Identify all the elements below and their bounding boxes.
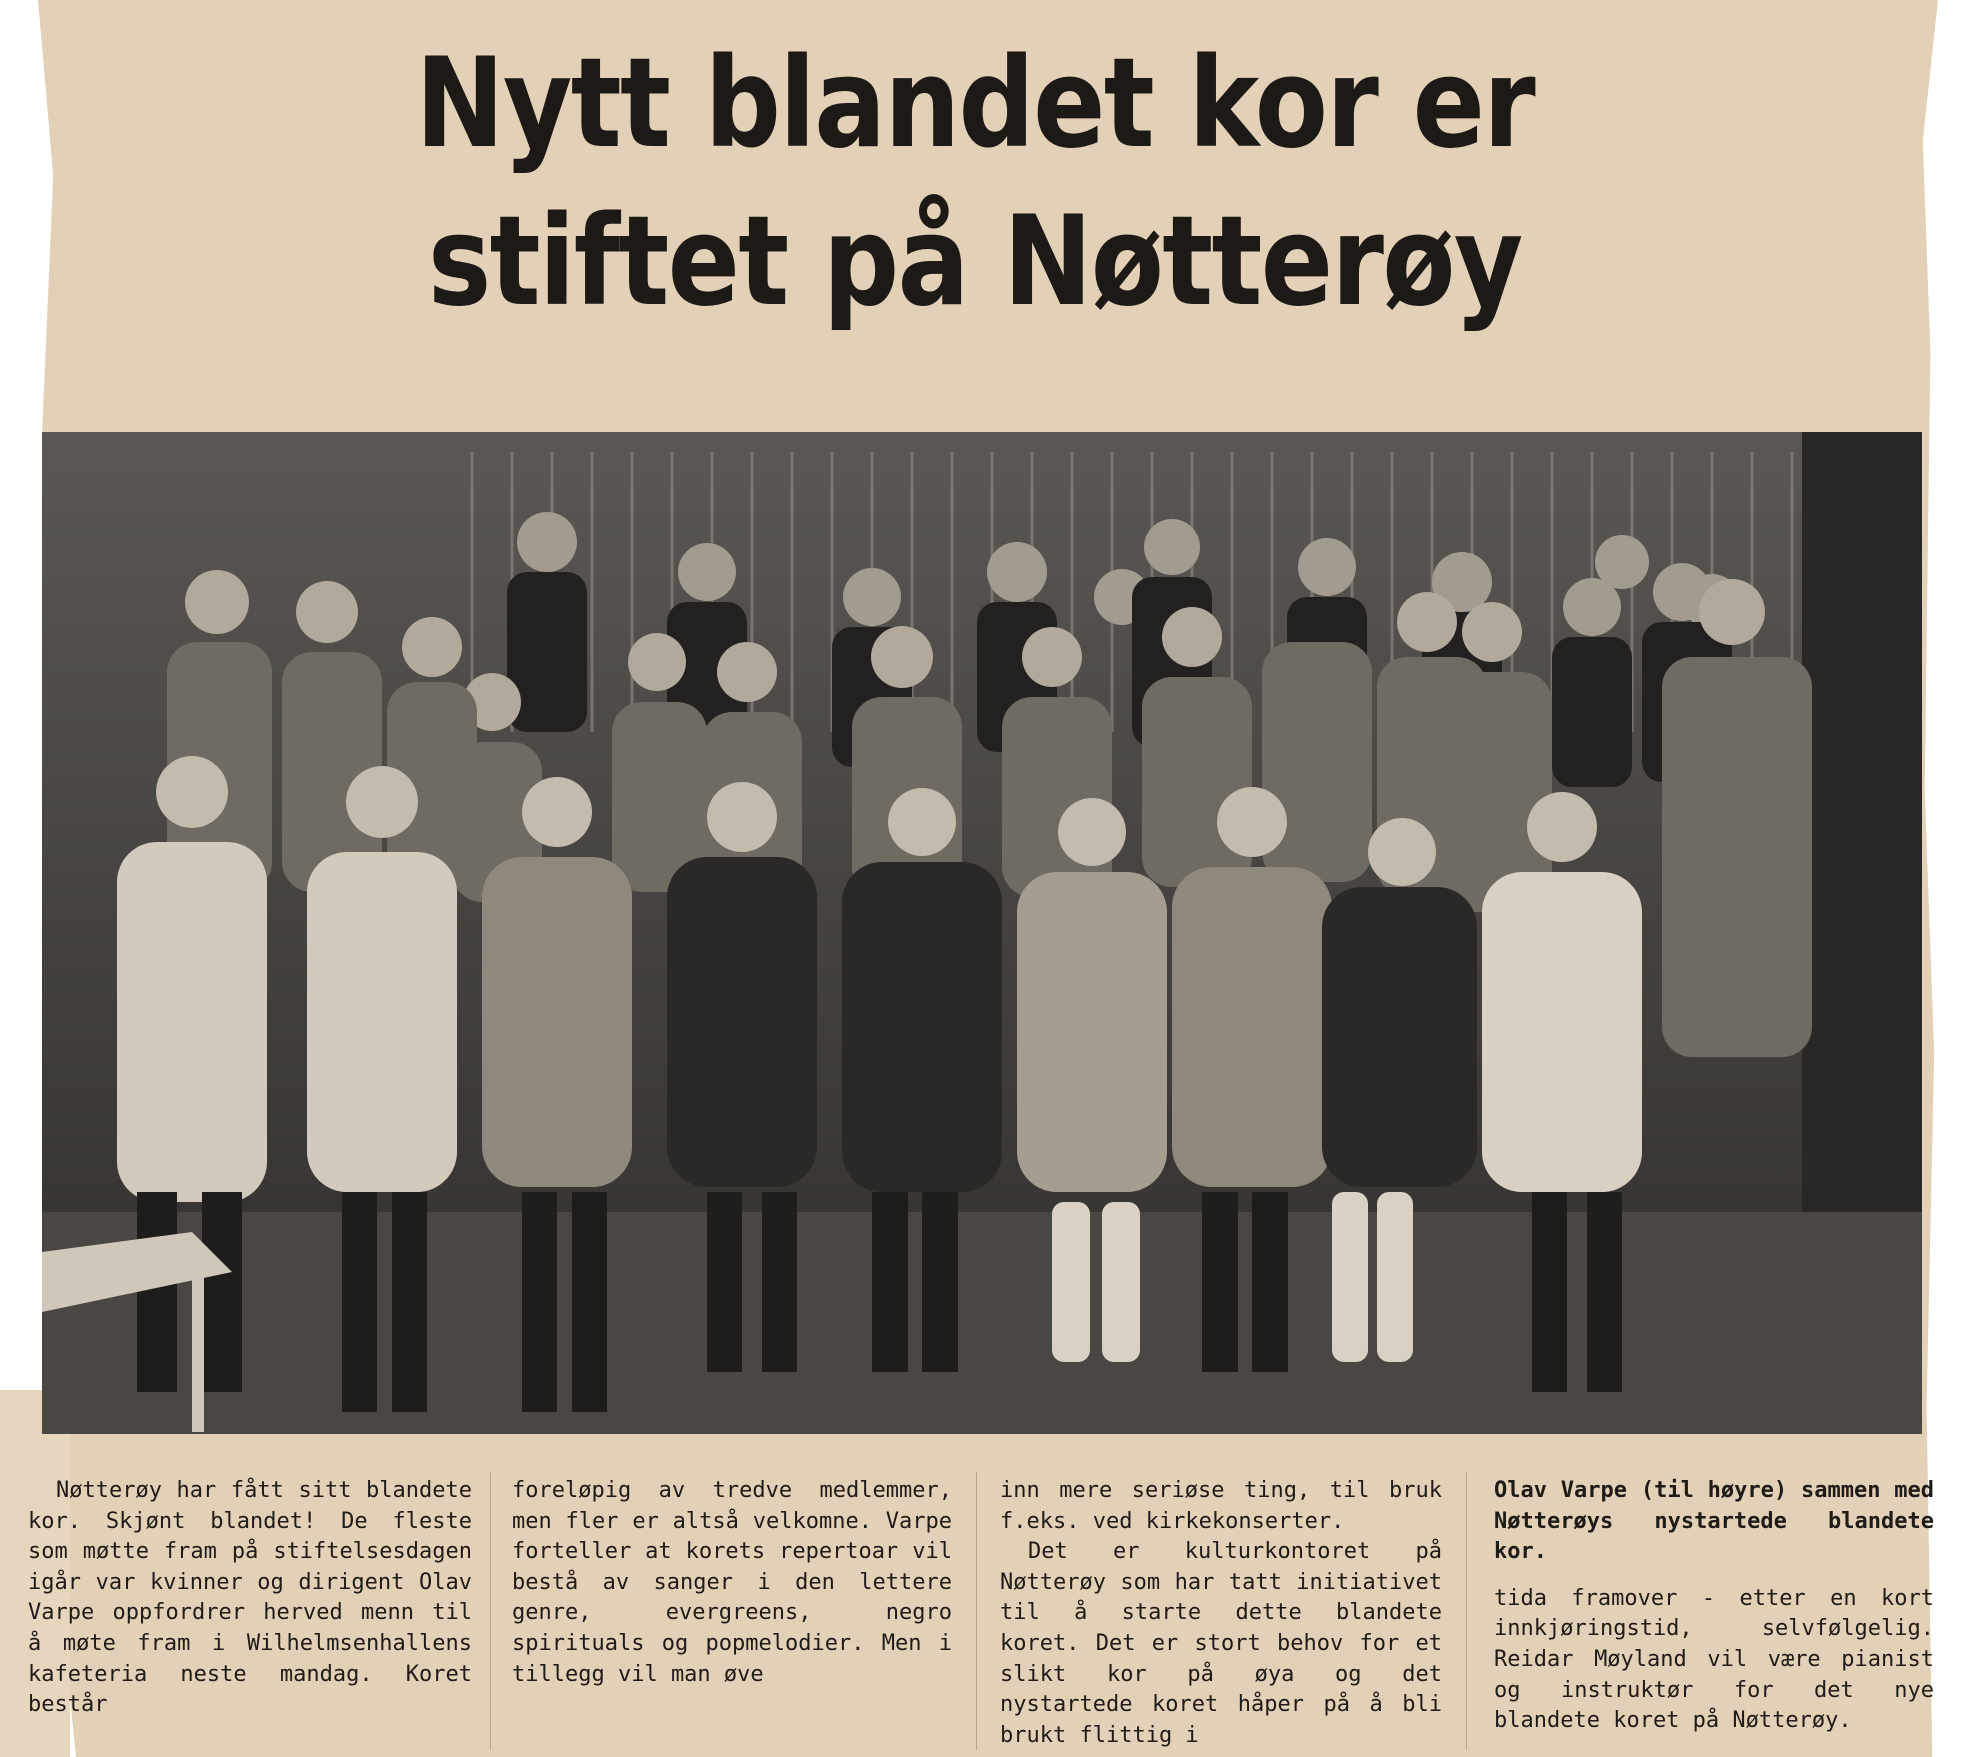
article-text-col4: tida framover - etter en kort innkjøringstid, selvfølgelig. Reidar Møyland vil være pianist og instruktør for det nye blandete koret på Nøtterøy. (1494, 1585, 1934, 1734)
article-text-col1: Nøtterøy har fått sitt blandete kor. Skjønt blandet! De fleste som møtte fram på stiftelsesdagen igår var kvinner og dirigent Olav Varpe oppfordrer herved menn til å møte fram i Wilhelmsenhallens kafeteria neste mandag. Koret består (28, 1478, 472, 1718)
choir-group-photo (42, 432, 1922, 1434)
article-text-col3-p1: inn mere seriøse ting, til bruk f.eks. ved kirkekonserter. (1000, 1478, 1442, 1534)
article-column-4 (1494, 1476, 1934, 1751)
article-column-2 (512, 1476, 952, 1751)
article-text-col2: foreløpig av tredve medlemmer, men fler er altså velkomne. Varpe forteller at korets repertoar vil bestå av sanger i den lettere genre, evergreens, negro spirituals og popmelodier. Men i tillegg vil man øve (512, 1478, 952, 1687)
column-divider (976, 1472, 977, 1750)
column-divider (1466, 1472, 1467, 1750)
photo-illustration (42, 432, 1922, 1434)
article-column-3 (1000, 1476, 1442, 1751)
photo-caption: Olav Varpe (til høyre) sammen med Nøtterøys nystartede blandete kor. (1494, 1478, 1934, 1565)
headline-line-1: Nytt blandet kor er (415, 32, 1535, 176)
article-column-1 (28, 1476, 472, 1751)
headline-line-2: stiftet på Nøtterøy (427, 190, 1522, 334)
article-text-col3-p2: Det er kulturkontoret på Nøtterøy som har tatt initiativet til å starte dette blandete koret. Det er stort behov for et slikt kor på øya og det nystartede koret håper på å bli brukt flittig i (1000, 1539, 1442, 1748)
headline (150, 25, 1799, 341)
column-divider (490, 1472, 491, 1750)
